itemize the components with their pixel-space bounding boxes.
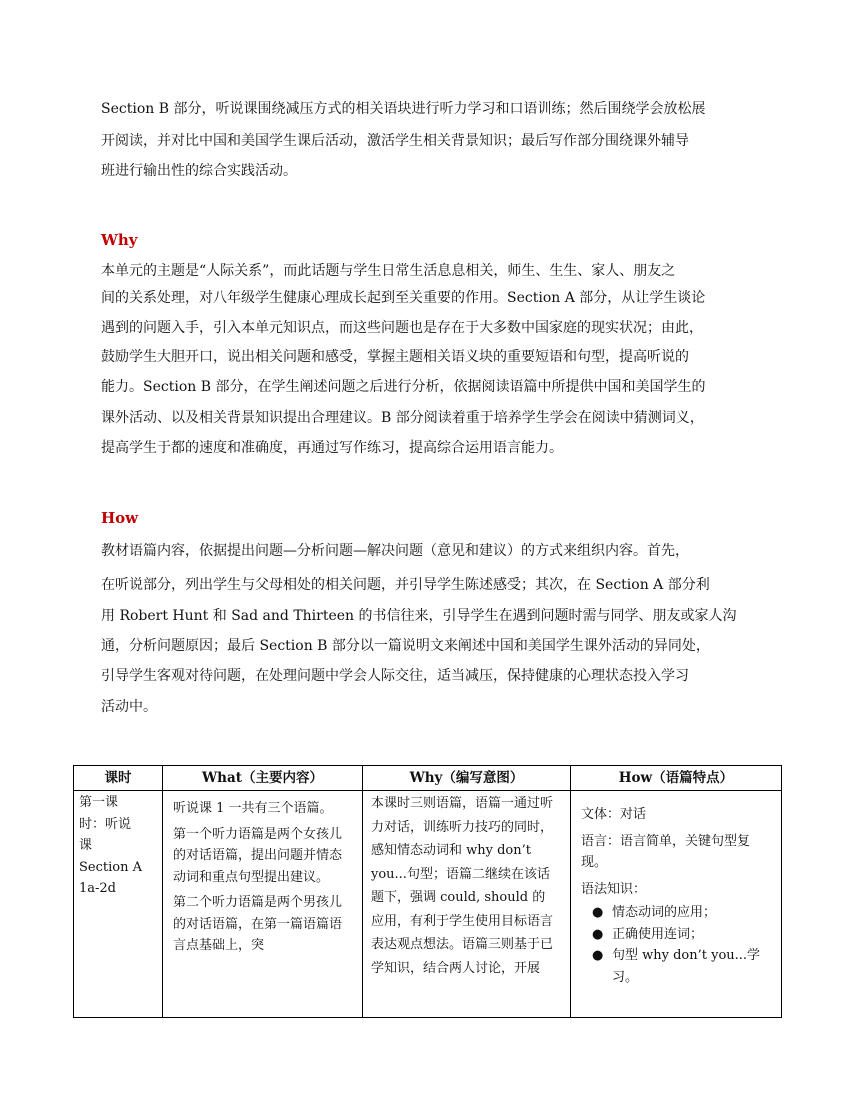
table-row [74, 791, 782, 1018]
what-cell [163, 791, 363, 1018]
how-line: 教材语篇内容，依据提出问题—分析问题—解决问题（意见和建议）的方式来组织内容。首先， [101, 543, 689, 559]
why-line: 本单元的主题是“人际关系”，而此话题与学生日常生活息息相关，师生、生生、家人、朋友之 [101, 263, 676, 279]
header-why: Why（编写意图） [363, 766, 571, 791]
intro-line: 开阅读，并对比中国和美国学生课后活动，激活学生相关背景知识；最后写作部分围绕课外辅导 [101, 133, 689, 149]
why-line: 间的关系处理，对八年级学生健康心理成长起到至关重要的作用。Section A 部分，从让学生谈论 [101, 290, 706, 306]
how-line: 活动中。 [101, 699, 157, 715]
header-lesson: 课时 [74, 766, 163, 791]
how-line: 用 Robert Hunt 和 Sad and Thirteen 的书信往来，引导学生在遇到问题时需与同学、朋友或家人沟 [101, 608, 737, 624]
how-cell [571, 791, 782, 1018]
why-line: 鼓励学生大胆开口，说出相关问题和感受，掌握主题相关语义块的重要短语和句型，提高听说的 [101, 349, 689, 365]
why-line: 能力。Section B 部分，在学生阐述问题之后进行分析，依据阅读语篇中所提供中国和美国学生的 [101, 379, 706, 395]
how-heading: How [101, 509, 139, 527]
how-line: 通，分析问题原因；最后 Section B 部分以一篇说明文来阐述中国和美国学生课外活动的异同处， [101, 638, 710, 654]
what-paragraph: 第二个听力语篇是两个男孩儿的对话语篇，在第一篇语篇语言点基础上，突 [173, 895, 343, 953]
why-cell-text: 本课时三则语篇，语篇一通过听力对话，训练听力技巧的同时，感知情态动词和 why don’t you...句型；语篇二继续在该话题下，强调 could, should 的应用，有利于学生使用目标语言表达观点想法。语篇三则基于已学知识，结合两人讨论，开展 [371, 796, 554, 976]
table-header-row [74, 766, 782, 791]
lesson-cell [74, 791, 163, 1018]
grammar-list [581, 902, 771, 988]
why-line: 遇到的问题入手，引入本单元知识点，而这些问题也是存在于大多数中国家庭的现实状况；由此， [101, 320, 703, 336]
bullet-icon: ● [592, 926, 604, 942]
list-item [581, 902, 771, 924]
why-line: 提高学生于都的速度和准确度，再通过写作练习，提高综合运用语言能力。 [101, 440, 563, 456]
what-paragraph: 第一个听力语篇是两个女孩儿的对话语篇，提出问题并情态动词和重点句型提出建议。 [173, 826, 343, 885]
lesson-line: 1a-2d [79, 881, 117, 896]
lesson-line: 第一课 [79, 795, 119, 810]
list-item-text: 句型 why don’t you...学习。 [612, 948, 761, 985]
how-line: 在听说部分，列出学生与父母相处的相关问题，并引导学生陈述感受；其次，在 Section A 部分利 [101, 577, 710, 593]
intro-line: Section B 部分，听说课围绕减压方式的相关语块进行听力学习和口语训练；然后围绕学会放松展 [101, 101, 706, 117]
why-heading: Why [101, 231, 138, 249]
lesson-plan-table [73, 765, 782, 1018]
intro-line: 班进行输出性的综合实践活动。 [101, 163, 297, 179]
why-line: 课外活动、以及相关背景知识提出合理建议。B 部分阅读着重于培养学生学会在阅读中猜测词义， [101, 410, 704, 426]
list-item [581, 924, 771, 946]
list-item-text: 情态动词的应用； [612, 905, 717, 920]
what-paragraph: 听说课 1 一共有三个语篇。 [173, 801, 333, 816]
list-item-text: 正确使用连词； [612, 926, 704, 942]
lesson-line: 课 [79, 838, 93, 853]
how-line: 引导学生客观对待问题，在处理问题中学会人际交往，适当减压，保持健康的心理状态投入学习 [101, 668, 689, 684]
header-what: What（主要内容） [163, 766, 363, 791]
bullet-icon: ● [592, 948, 604, 963]
lesson-line: Section A [79, 859, 142, 875]
list-item [581, 945, 771, 988]
language-text: 语言：语言简单，关键句型复现。 [581, 833, 751, 870]
genre-text: 文体：对话 [581, 807, 647, 822]
grammar-label: 语法知识： [581, 881, 647, 897]
header-how: How（语篇特点） [571, 766, 782, 791]
why-cell [363, 791, 571, 1018]
bullet-icon: ● [592, 905, 604, 920]
lesson-line: 时：听说 [79, 816, 132, 832]
